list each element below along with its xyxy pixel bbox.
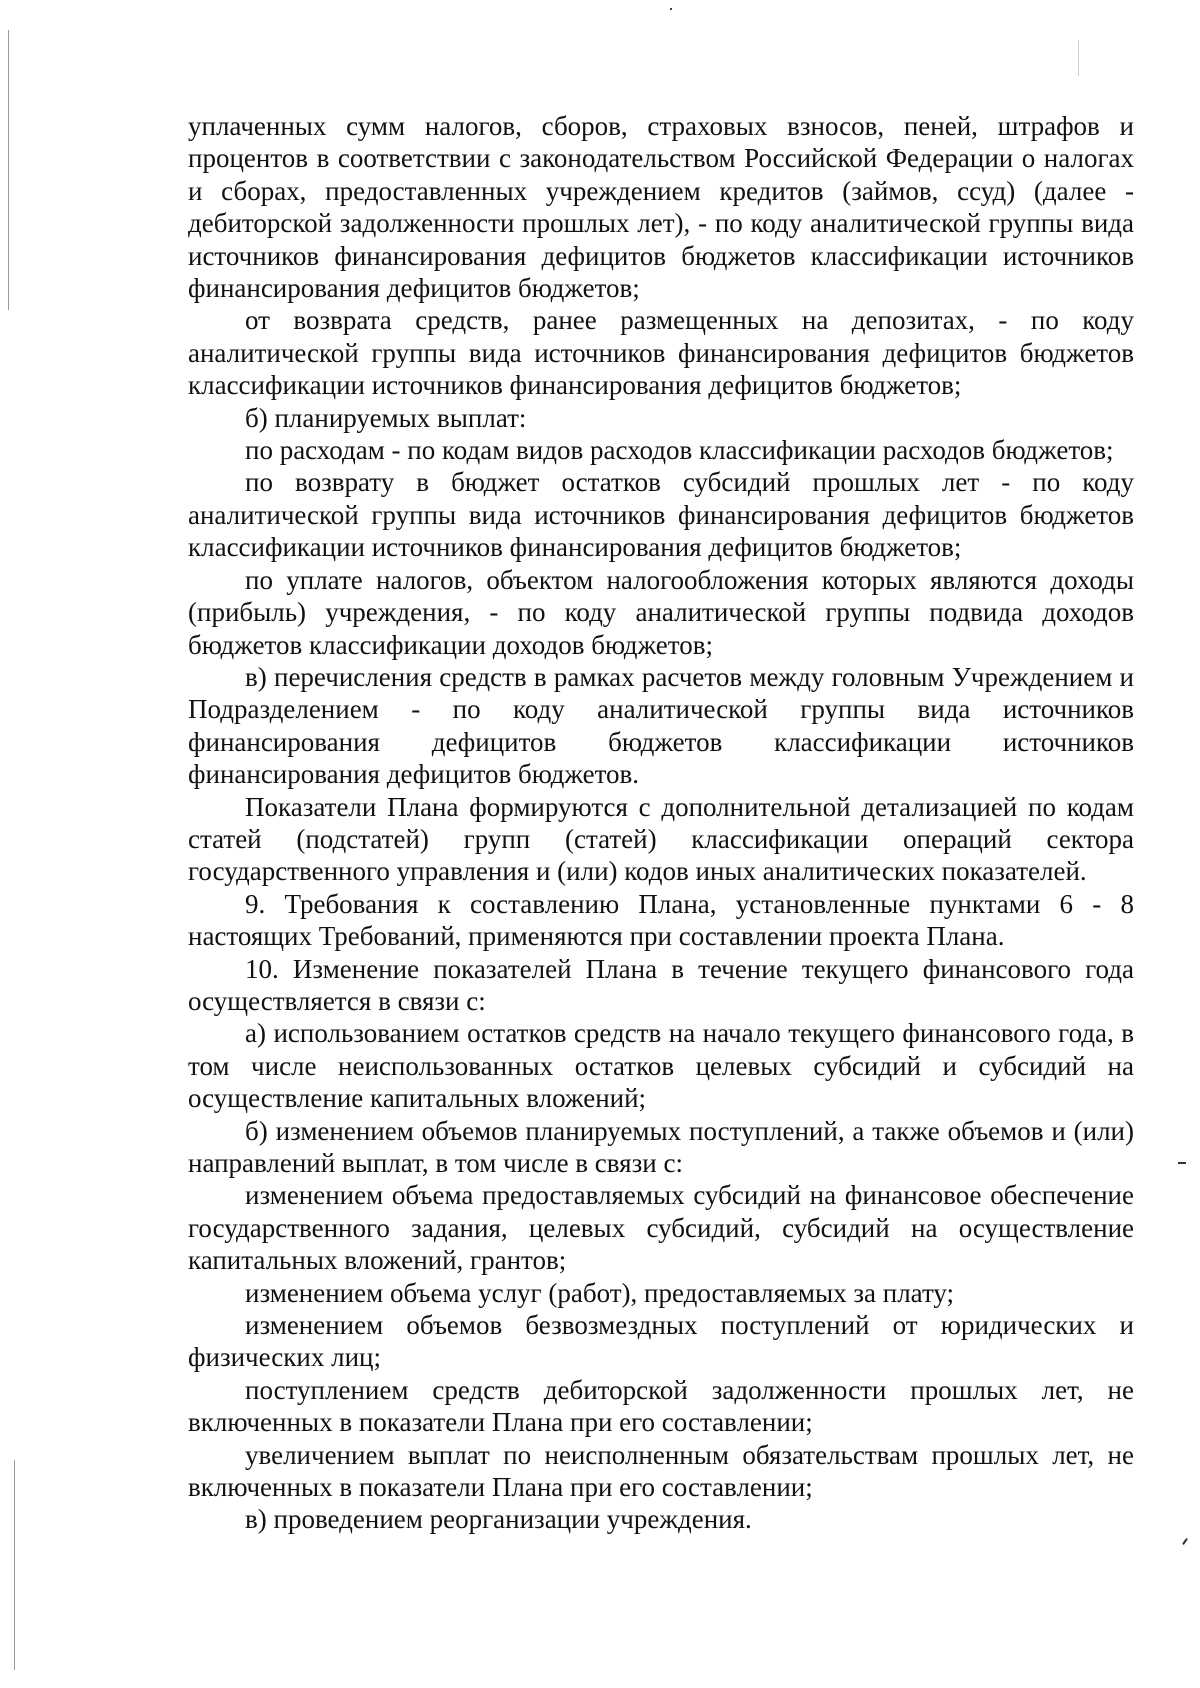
scan-speck <box>1178 1162 1186 1164</box>
paragraph-item-10b: б) изменением объемов планируемых поступлений, а также объемов и (или) направлений выплат, в том числе в связи с: <box>188 1115 1134 1178</box>
paragraph-planned-payments: б) планируемых выплат: <box>245 402 527 433</box>
paragraph-deposits-return: от возврата средств, ранее размещенных на депозитах, - по коду аналитической группы вида источников финансирования дефицитов бюджетов классификации источников финансирования дефицитов бюджетов; <box>188 305 1134 401</box>
paragraph-item-9: 9. Требования к составлению Плана, установленные пунктами 6 - 8 настоящих Требований, применяются при составлении проекта Плана. <box>188 888 1134 952</box>
paragraph-receivables: поступлением средств дебиторской задолженности прошлых лет, не включенных в показатели Плана при его составлении; <box>188 1374 1134 1438</box>
paragraph-item-10a: а) использованием остатков средств на начало текущего финансового года, в том числе неиспользованных остатков целевых субсидий и субсидий на осуществление капитальных вложений; <box>188 1018 1134 1114</box>
scan-speck <box>670 8 672 10</box>
scan-edge-line <box>14 1460 15 1670</box>
paragraph-item-10: 10. Изменение показателей Плана в течение текущего финансового года осуществляется в связи с: <box>188 953 1134 1016</box>
paragraph-tax-payment: по уплате налогов, объектом налогообложения которых являются доходы (прибыль) учреждения, - по коду аналитической группы подвида доходов бюджетов классификации доходов бюджетов; <box>188 564 1134 660</box>
scan-speck <box>1182 1538 1188 1545</box>
paragraph-item-10c: в) проведением реорганизации учреждения. <box>245 1504 752 1535</box>
paragraph-continuation: уплаченных сумм налогов, сборов, страховых взносов, пеней, штрафов и процентов в соответствии с законодательством Российской Федерации о налогах и сборах, предоставленных учреждением кредитов (займов, ссуд) (далее - дебиторской задолженности прошлых лет), - по коду аналитической группы вида источников финансирования дефицитов бюджетов классификации источников финансирования дефицитов бюджетов; <box>188 111 1134 304</box>
scan-edge-line <box>8 30 9 310</box>
paragraph-services-change: изменением объема услуг (работ), предоставляемых за плату; <box>245 1277 955 1308</box>
paragraph-subsidy-return: по возврату в бюджет остатков субсидий прошлых лет - по коду аналитической группы вида источников финансирования дефицитов бюджетов классификации источников финансирования дефицитов бюджетов; <box>188 467 1134 563</box>
paragraph-subsidy-change: изменением объема предоставляемых субсидий на финансовое обеспечение государственного задания, целевых субсидий, субсидий на осуществление капитальных вложений, грантов; <box>188 1180 1134 1276</box>
paragraph-expenses: по расходам - по кодам видов расходов классификации расходов бюджетов; <box>245 435 1114 466</box>
document-page <box>188 110 1134 1536</box>
paragraph-transfers: в) перечисления средств в рамках расчетов между головным Учреждением и Подразделением - по коду аналитической группы вида источников финансирования дефицитов бюджетов классификации источников финансирования дефицитов бюджетов. <box>188 661 1134 790</box>
scan-speck <box>1078 40 1079 76</box>
paragraph-obligations: увеличением выплат по неисполненным обязательствам прошлых лет, не включенных в показатели Плана при его составлении; <box>188 1439 1134 1503</box>
paragraph-gratuitous-receipts: изменением объемов безвозмездных поступлений от юридических и физических лиц; <box>188 1310 1134 1373</box>
paragraph-plan-indicators: Показатели Плана формируются с дополнительной детализацией по кодам статей (подстатей) групп (статей) классификации операций сектора государственного управления и (или) кодов иных аналитических показателей. <box>188 791 1134 887</box>
